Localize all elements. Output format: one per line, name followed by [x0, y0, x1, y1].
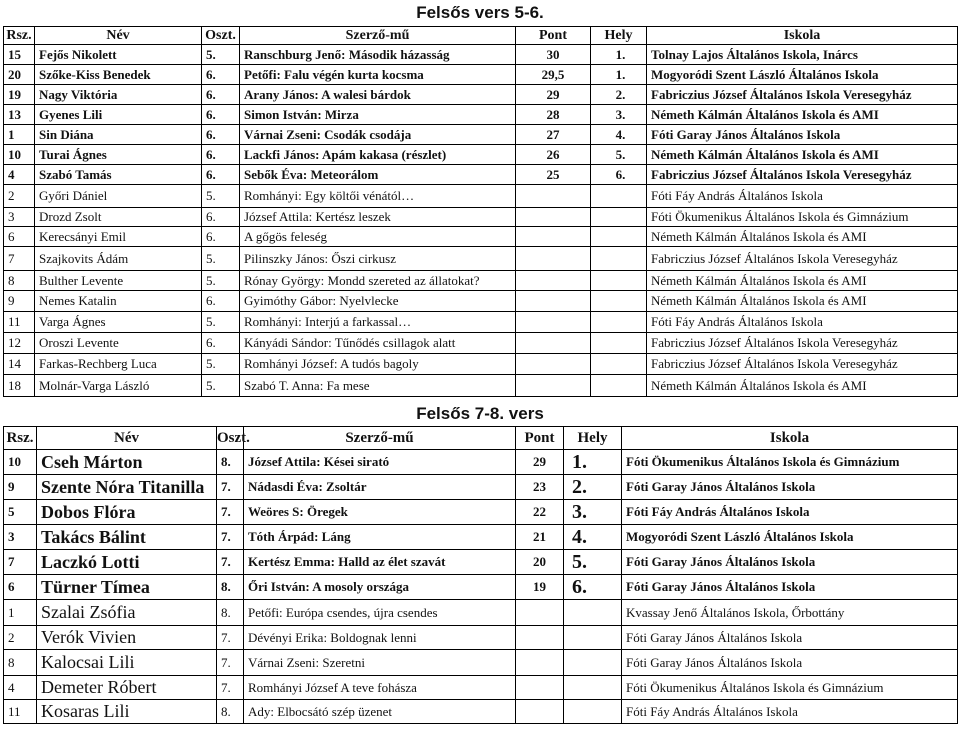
school-cell: Németh Kálmán Általános Iskola és AMI — [647, 375, 958, 397]
rank-cell: 6 — [4, 575, 37, 600]
class-cell: 6. — [202, 105, 240, 125]
class-cell: 5. — [202, 185, 240, 208]
col-header-pont: Pont — [516, 427, 564, 450]
points-cell: 22 — [516, 500, 564, 525]
points-cell: 26 — [516, 145, 591, 165]
points-cell — [516, 185, 591, 208]
place-cell — [564, 626, 622, 650]
class-cell: 5. — [202, 247, 240, 271]
place-cell — [591, 375, 647, 397]
name-cell: Gyenes Lili — [35, 105, 202, 125]
place-cell: 4. — [564, 525, 622, 550]
class-cell: 5. — [202, 354, 240, 375]
place-cell — [564, 676, 622, 700]
school-cell: Fóti Garay János Általános Iskola — [622, 475, 958, 500]
points-cell: 21 — [516, 525, 564, 550]
school-cell: Németh Kálmán Általános Iskola és AMI — [647, 271, 958, 291]
rank-cell: 2 — [4, 626, 37, 650]
points-cell — [516, 333, 591, 354]
rank-cell: 15 — [4, 45, 35, 65]
name-cell: Szabó Tamás — [35, 165, 202, 185]
rank-cell: 6 — [4, 227, 35, 247]
school-cell: Fóti Garay János Általános Iskola — [622, 650, 958, 676]
points-cell: 29 — [516, 450, 564, 475]
place-cell: 2. — [564, 475, 622, 500]
school-cell: Tolnay Lajos Általános Iskola, Inárcs — [647, 45, 958, 65]
rank-cell: 14 — [4, 354, 35, 375]
results-table-5-6 — [3, 26, 958, 397]
table-row — [4, 575, 958, 600]
rank-cell: 20 — [4, 65, 35, 85]
name-cell: Sin Diána — [35, 125, 202, 145]
class-cell: 6. — [202, 208, 240, 227]
points-cell — [516, 227, 591, 247]
place-cell: 6. — [564, 575, 622, 600]
rank-cell: 7 — [4, 550, 37, 575]
table-row — [4, 85, 958, 105]
work-cell: Petőfi: Falu végén kurta kocsma — [240, 65, 516, 85]
table-row — [4, 208, 958, 227]
rank-cell: 5 — [4, 500, 37, 525]
work-cell: Romhányi József: A tudós bagoly — [240, 354, 516, 375]
name-cell: Nagy Viktória — [35, 85, 202, 105]
class-cell: 8. — [217, 575, 244, 600]
table-row — [4, 333, 958, 354]
school-cell: Fabriczius József Általános Iskola Veresegyház — [647, 354, 958, 375]
table-row — [4, 227, 958, 247]
table-row — [4, 475, 958, 500]
header-row — [4, 427, 958, 450]
school-cell: Mogyoródi Szent László Általános Iskola — [647, 65, 958, 85]
class-cell: 5. — [202, 45, 240, 65]
work-cell: Gyimóthy Gábor: Nyelvlecke — [240, 291, 516, 312]
place-cell — [591, 208, 647, 227]
col-header-nev: Név — [37, 427, 217, 450]
class-cell: 6. — [202, 291, 240, 312]
table-row — [4, 185, 958, 208]
place-cell — [591, 247, 647, 271]
col-header-rsz: Rsz. — [4, 27, 35, 45]
col-header-nev: Név — [35, 27, 202, 45]
class-cell: 6. — [202, 333, 240, 354]
school-cell: Fabriczius József Általános Iskola Veresegyház — [647, 247, 958, 271]
points-cell — [516, 626, 564, 650]
name-cell: Szalai Zsófia — [37, 600, 217, 626]
place-cell — [591, 354, 647, 375]
name-cell: Türner Tímea — [37, 575, 217, 600]
class-cell: 7. — [217, 626, 244, 650]
work-cell: A gőgös feleség — [240, 227, 516, 247]
class-cell: 6. — [202, 85, 240, 105]
school-cell: Fóti Ökumenikus Általános Iskola és Gimnázium — [647, 208, 958, 227]
rank-cell: 8 — [4, 650, 37, 676]
school-cell: Fabriczius József Általános Iskola Veresegyház — [647, 85, 958, 105]
rank-cell: 3 — [4, 208, 35, 227]
work-cell: Romhányi József A teve fohásza — [244, 676, 516, 700]
name-cell: Oroszi Levente — [35, 333, 202, 354]
place-cell — [564, 650, 622, 676]
table-row — [4, 676, 958, 700]
place-cell — [591, 185, 647, 208]
rank-cell: 13 — [4, 105, 35, 125]
col-header-pont: Pont — [516, 27, 591, 45]
rank-cell: 2 — [4, 185, 35, 208]
rank-cell: 19 — [4, 85, 35, 105]
school-cell: Kvassay Jenő Általános Iskola, Őrbottány — [622, 600, 958, 626]
class-cell: 7. — [217, 650, 244, 676]
col-header-mu: Szerző-mű — [244, 427, 516, 450]
place-cell: 1. — [564, 450, 622, 475]
table-row — [4, 45, 958, 65]
class-cell: 6. — [202, 145, 240, 165]
work-cell: Kertész Emma: Halld az élet szavát — [244, 550, 516, 575]
work-cell: Rónay György: Mondd szereted az állatokat? — [240, 271, 516, 291]
work-cell: Arany János: A walesi bárdok — [240, 85, 516, 105]
class-cell: 6. — [202, 125, 240, 145]
school-cell: Mogyoródi Szent László Általános Iskola — [622, 525, 958, 550]
points-cell — [516, 354, 591, 375]
class-cell: 8. — [217, 700, 244, 724]
section-title-7-8: Felsős 7-8. vers — [416, 404, 544, 423]
table-row — [4, 125, 958, 145]
class-cell: 5. — [202, 375, 240, 397]
school-cell: Németh Kálmán Általános Iskola és AMI — [647, 105, 958, 125]
class-cell: 6. — [202, 65, 240, 85]
work-cell: Pilinszky János: Őszi cirkusz — [240, 247, 516, 271]
table-row — [4, 525, 958, 550]
place-cell: 3. — [564, 500, 622, 525]
points-cell — [516, 676, 564, 700]
points-cell — [516, 650, 564, 676]
col-header-hely: Hely — [591, 27, 647, 45]
rank-cell: 10 — [4, 450, 37, 475]
place-cell — [591, 312, 647, 333]
col-header-oszt: Oszt. — [202, 27, 240, 45]
points-cell — [516, 247, 591, 271]
name-cell: Szajkovits Ádám — [35, 247, 202, 271]
work-cell: Ady: Elbocsátó szép üzenet — [244, 700, 516, 724]
place-cell: 3. — [591, 105, 647, 125]
place-cell — [564, 600, 622, 626]
school-cell: Fóti Fáy András Általános Iskola — [622, 500, 958, 525]
work-cell: Romhányi: Interjú a farkassal… — [240, 312, 516, 333]
school-cell: Fóti Garay János Általános Iskola — [647, 125, 958, 145]
name-cell: Szente Nóra Titanilla — [37, 475, 217, 500]
table-row — [4, 165, 958, 185]
name-cell: Bulther Levente — [35, 271, 202, 291]
table-row — [4, 271, 958, 291]
table-row — [4, 600, 958, 626]
work-cell: Kányádi Sándor: Tűnődés csillagok alatt — [240, 333, 516, 354]
rank-cell: 4 — [4, 165, 35, 185]
table-row — [4, 375, 958, 397]
rank-cell: 7 — [4, 247, 35, 271]
rank-cell: 1 — [4, 125, 35, 145]
work-cell: Sebők Éva: Meteorálom — [240, 165, 516, 185]
points-cell: 19 — [516, 575, 564, 600]
work-cell: József Attila: Kései sirató — [244, 450, 516, 475]
work-cell: Lackfi János: Apám kakasa (részlet) — [240, 145, 516, 165]
class-cell: 6. — [202, 165, 240, 185]
rank-cell: 11 — [4, 312, 35, 333]
name-cell: Győri Dániel — [35, 185, 202, 208]
points-cell — [516, 271, 591, 291]
name-cell: Dobos Flóra — [37, 500, 217, 525]
results-table-7-8 — [3, 426, 958, 724]
table-row — [4, 65, 958, 85]
header-row — [4, 27, 958, 45]
table-row — [4, 145, 958, 165]
place-cell: 1. — [591, 45, 647, 65]
name-cell: Farkas-Rechberg Luca — [35, 354, 202, 375]
table-row — [4, 550, 958, 575]
class-cell: 8. — [217, 450, 244, 475]
class-cell: 7. — [217, 550, 244, 575]
name-cell: Takács Bálint — [37, 525, 217, 550]
school-cell: Fóti Fáy András Általános Iskola — [647, 312, 958, 333]
class-cell: 7. — [217, 676, 244, 700]
table-row — [4, 650, 958, 676]
work-cell: Dévényi Erika: Boldognak lenni — [244, 626, 516, 650]
table-row — [4, 354, 958, 375]
rank-cell: 9 — [4, 475, 37, 500]
points-cell: 30 — [516, 45, 591, 65]
place-cell: 6. — [591, 165, 647, 185]
work-cell: Várnai Zseni: Csodák csodája — [240, 125, 516, 145]
work-cell: Romhányi: Egy költői vénától… — [240, 185, 516, 208]
name-cell: Cseh Márton — [37, 450, 217, 475]
rank-cell: 10 — [4, 145, 35, 165]
points-cell — [516, 208, 591, 227]
table-row — [4, 247, 958, 271]
work-cell: Petőfi: Európa csendes, újra csendes — [244, 600, 516, 626]
class-cell: 5. — [202, 271, 240, 291]
name-cell: Kerecsányi Emil — [35, 227, 202, 247]
name-cell: Nemes Katalin — [35, 291, 202, 312]
school-cell: Németh Kálmán Általános Iskola és AMI — [647, 145, 958, 165]
points-cell — [516, 375, 591, 397]
points-cell: 28 — [516, 105, 591, 125]
rank-cell: 8 — [4, 271, 35, 291]
school-cell: Fóti Garay János Általános Iskola — [622, 550, 958, 575]
place-cell — [564, 700, 622, 724]
school-cell: Fóti Fáy András Általános Iskola — [647, 185, 958, 208]
points-cell: 29 — [516, 85, 591, 105]
points-cell: 25 — [516, 165, 591, 185]
points-cell: 23 — [516, 475, 564, 500]
name-cell: Drozd Zsolt — [35, 208, 202, 227]
col-header-iskola: Iskola — [647, 27, 958, 45]
work-cell: József Attila: Kertész leszek — [240, 208, 516, 227]
place-cell: 5. — [591, 145, 647, 165]
school-cell: Fabriczius József Általános Iskola Veresegyház — [647, 333, 958, 354]
name-cell: Fejős Nikolett — [35, 45, 202, 65]
class-cell: 5. — [202, 312, 240, 333]
school-cell: Fabriczius József Általános Iskola Veresegyház — [647, 165, 958, 185]
section-title-5-6: Felsős vers 5-6. — [416, 3, 544, 22]
table-row — [4, 450, 958, 475]
place-cell — [591, 291, 647, 312]
rank-cell: 9 — [4, 291, 35, 312]
school-cell: Fóti Ökumenikus Általános Iskola és Gimnázium — [622, 450, 958, 475]
place-cell: 1. — [591, 65, 647, 85]
table-row — [4, 626, 958, 650]
rank-cell: 3 — [4, 525, 37, 550]
work-cell: Várnai Zseni: Szeretni — [244, 650, 516, 676]
class-cell: 8. — [217, 600, 244, 626]
place-cell — [591, 227, 647, 247]
points-cell — [516, 700, 564, 724]
points-cell: 27 — [516, 125, 591, 145]
place-cell: 2. — [591, 85, 647, 105]
name-cell: Varga Ágnes — [35, 312, 202, 333]
work-cell: Simon István: Mirza — [240, 105, 516, 125]
name-cell: Verók Vivien — [37, 626, 217, 650]
table-row — [4, 700, 958, 724]
class-cell: 6. — [202, 227, 240, 247]
work-cell: Tóth Árpád: Láng — [244, 525, 516, 550]
school-cell: Németh Kálmán Általános Iskola és AMI — [647, 227, 958, 247]
rank-cell: 18 — [4, 375, 35, 397]
work-cell: Nádasdi Éva: Zsoltár — [244, 475, 516, 500]
table-row — [4, 500, 958, 525]
table-row — [4, 291, 958, 312]
work-cell: Weöres S: Öregek — [244, 500, 516, 525]
class-cell: 7. — [217, 500, 244, 525]
place-cell — [591, 333, 647, 354]
name-cell: Molnár-Varga László — [35, 375, 202, 397]
rank-cell: 11 — [4, 700, 37, 724]
school-cell: Fóti Garay János Általános Iskola — [622, 575, 958, 600]
class-cell: 7. — [217, 475, 244, 500]
col-header-iskola: Iskola — [622, 427, 958, 450]
name-cell: Turai Ágnes — [35, 145, 202, 165]
name-cell: Kosaras Lili — [37, 700, 217, 724]
points-cell — [516, 600, 564, 626]
points-cell — [516, 312, 591, 333]
work-cell: Szabó T. Anna: Fa mese — [240, 375, 516, 397]
points-cell: 29,5 — [516, 65, 591, 85]
name-cell: Kalocsai Lili — [37, 650, 217, 676]
rank-cell: 12 — [4, 333, 35, 354]
school-cell: Fóti Ökumenikus Általános Iskola és Gimnázium — [622, 676, 958, 700]
table-row — [4, 105, 958, 125]
place-cell: 4. — [591, 125, 647, 145]
place-cell — [591, 271, 647, 291]
points-cell: 20 — [516, 550, 564, 575]
rank-cell: 1 — [4, 600, 37, 626]
name-cell: Demeter Róbert — [37, 676, 217, 700]
class-cell: 7. — [217, 525, 244, 550]
col-header-oszt: Oszt. — [217, 427, 244, 450]
work-cell: Ranschburg Jenő: Második házasság — [240, 45, 516, 65]
name-cell: Szőke-Kiss Benedek — [35, 65, 202, 85]
school-cell: Németh Kálmán Általános Iskola és AMI — [647, 291, 958, 312]
col-header-mu: Szerző-mű — [240, 27, 516, 45]
school-cell: Fóti Garay János Általános Iskola — [622, 626, 958, 650]
work-cell: Őri István: A mosoly országa — [244, 575, 516, 600]
points-cell — [516, 291, 591, 312]
place-cell: 5. — [564, 550, 622, 575]
rank-cell: 4 — [4, 676, 37, 700]
table-row — [4, 312, 958, 333]
col-header-rsz: Rsz. — [4, 427, 37, 450]
col-header-hely: Hely — [564, 427, 622, 450]
school-cell: Fóti Fáy András Általános Iskola — [622, 700, 958, 724]
name-cell: Laczkó Lotti — [37, 550, 217, 575]
